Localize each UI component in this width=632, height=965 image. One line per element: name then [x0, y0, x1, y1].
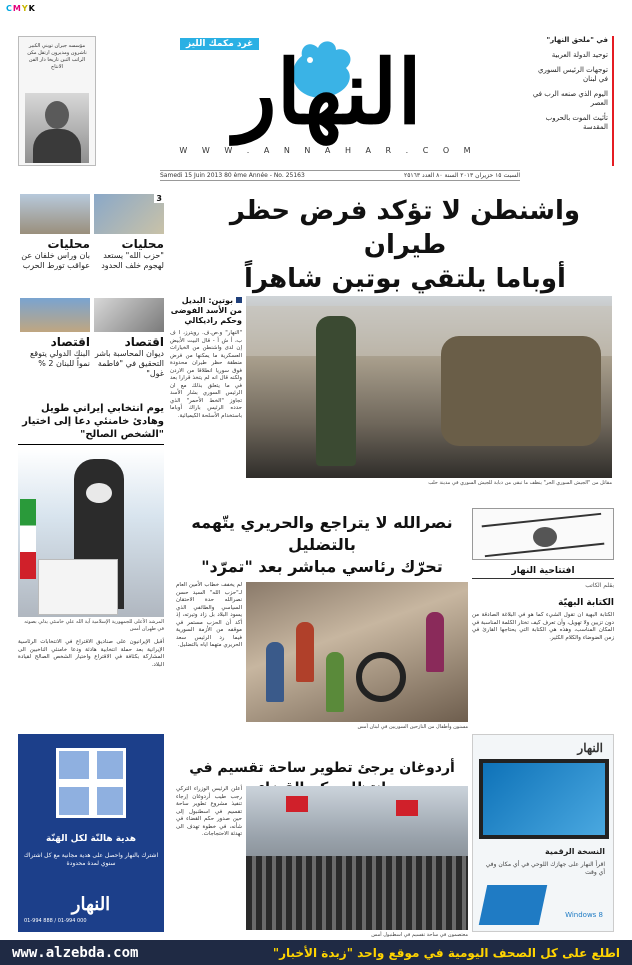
ad-brand: النهار: [577, 741, 603, 755]
column-headline[interactable]: الكتابة البهيّة: [558, 598, 614, 608]
brief-category: محليات: [47, 237, 90, 251]
founder-text: مؤسسه جبران تويني الكبير ناشرون ومدیرون ارتقل مكن الراتب التبن تاريخا دار الفن الانتاج: [27, 43, 87, 70]
cmyk-m: M: [12, 4, 22, 13]
dateline-latin: Samedi 15 Juin 2013 80 ème Année - No. 25163: [160, 172, 305, 179]
nasrallah-line-1: نصرالله لا يتراجع والحريري يتّهمه بالتضليل: [191, 513, 453, 554]
column-author: بقلم الكاتب: [585, 582, 614, 589]
ad-title: هدية هالنّة لكل الهَنّة: [46, 834, 136, 844]
gift-box-icon: [56, 748, 126, 818]
taksim-photo: [246, 786, 468, 930]
column-body: الكتابة البهية ان تقول الشيء كما هو في البلاغة الصادقة من دون تزيين ولا تهويل، وأن تعرف كيف تختار الكلمة المناسبة في المكان المناسب، وهذه هي الكتابة التي يحتاجها القارئ في زمن الضوضاء والكلام الكثير.: [472, 612, 614, 641]
windows-logo: Windows 8: [565, 911, 603, 919]
ad-title: النسخة الرقمية: [545, 847, 605, 856]
brief-category: اقتصاد: [50, 335, 90, 349]
cmyk-marks: [6, 4, 36, 13]
main-photo: [246, 296, 612, 478]
headline-line-2: أوباما يلتقي بوتين شاهراً: [244, 264, 566, 294]
iran-body: أقبل الإيرانيون على صناديق الاقتراع في الانتخابات الرئاسية الإيرانية بعد حملة انتخابية هادئة ودعا خامنئي الناخبين الى المشاركة بكثافة في الاقتراع واختيار الشخص الصالح لقيادة البلاد.: [18, 639, 164, 668]
brief-text: "حزب الله" يستعد لهجوم خلف الحدود: [101, 251, 164, 270]
brief-photo: [94, 298, 164, 332]
headline-line-1: واشنطن لا تؤكد فرض حظر طيران: [229, 196, 581, 260]
masthead: [18, 36, 614, 166]
brief-category: اقتصاد: [124, 335, 164, 349]
website-url: W W W . A N N A H A R . C O M: [179, 146, 477, 155]
dateline: [160, 170, 520, 181]
logo-box: [128, 36, 528, 166]
erdogan-headline[interactable]: أردوغان يرجئ تطوير ساحة تقسيم في: [189, 760, 455, 776]
ad-phone: 01-994 888 / 01-994 000: [24, 918, 87, 924]
footer-banner[interactable]: [0, 940, 632, 965]
iran-story[interactable]: [18, 402, 164, 669]
nasrallah-line-2: تحرّك رئاسي مباشر بعد "تمرّد": [201, 557, 443, 576]
column-title: افتتاحية النهار: [472, 566, 614, 579]
supplement-teasers: [532, 36, 614, 166]
tablet-icon: [479, 885, 548, 925]
brief-text: ديوان المحاسبة باشر التحقيق في "فاطمة غول": [94, 349, 164, 378]
footer-site-link[interactable]: www.alzebda.com: [12, 944, 139, 961]
refugees-caption: مسنون وأطفال من النازحين السوريين في لبنان أمس: [357, 724, 468, 730]
digital-edition-ad[interactable]: [472, 734, 614, 932]
erdogan-body: أعلن الرئيس الوزراء التركي رجب طيب أردوغان إرجاء تنفيذ مشروع تطوير ساحة تقسيم في اسطنبول إلى حين صدور حكم القضاء في شأنه، في خطوة تهدف الى تهدئة الاحتجاجات.: [176, 786, 242, 837]
brief-photo: [20, 298, 90, 332]
brief-local-2[interactable]: [20, 194, 90, 271]
newspaper-logo: النهار: [234, 40, 422, 144]
cmyk-c: C: [6, 4, 13, 13]
slogan: غرد مكمك الليز: [180, 38, 259, 50]
footer-promo: اطلع على كل الصحف اليومية في موقع واحد "زبدة الأخبار": [272, 945, 620, 960]
iran-caption: المرشد الأعلى للجمهورية الإسلامية آية الله علي خامنئي يدلي بصوته في طهران أمس: [24, 619, 164, 632]
ad-text: اقرأ النهار على جهازك اللوحي في أي مكان وفي أي وقت: [485, 861, 605, 876]
brief-local-1[interactable]: [94, 194, 164, 271]
brief-economy-2[interactable]: [20, 298, 90, 369]
brief-category: محليات: [121, 237, 164, 251]
bullet-square-icon: [236, 297, 242, 303]
teaser-item[interactable]: توجهات الرئيس السوري في لبنان: [537, 66, 608, 83]
iran-headline: يوم انتخابي إيراني طويل وهادئ خامنئي دعا إلى اختيار "الشخص الصالح": [18, 402, 164, 445]
brief-photo: [20, 194, 90, 234]
brief-text: البنك الدولي يتوقع نمواً للبنان 2 %: [30, 349, 90, 368]
brief-economy-1[interactable]: [94, 298, 164, 379]
teaser-item[interactable]: اليوم الذي صنعه الرب في العصر: [532, 90, 608, 107]
iran-photo: [18, 449, 164, 617]
dateline-arabic: السبت ١٥ حزيران ٢٠١٣ السنة ٨٠ العدد ٢٥١٦٣: [403, 172, 520, 179]
cmyk-y: Y: [21, 4, 29, 13]
page-number: 3: [156, 194, 162, 203]
side-story[interactable]: [170, 296, 242, 420]
brief-text: بان وراس خلفان عن عواقب تورط الحرب: [21, 251, 90, 270]
refugees-photo: [246, 582, 468, 722]
brief-photo: [94, 194, 164, 234]
founder-portrait: [25, 93, 89, 163]
ad-text: اشترك بالنهار واحصل على هدية مجانية مع كل اشتراك سنوي لمدة محدودة: [23, 852, 159, 867]
subscription-ad[interactable]: [18, 734, 164, 932]
taksim-caption: معتصمون في ساحة تقسيم في اسطنبول أمس: [371, 932, 468, 938]
side-story-body: "النهار" و.ص.ف. رويترز، ا ف ب، أ ش أ - قال البيت الأبيض إن لدى واشنطن من الخيارات العسكرية ما يمكنها من فرض منطقة حظر طيران محدودة فوق سوريا انطلاقا من الاردن ولكنه قال انه لم يتخذ قرارا بعد في ما يتعلق بذلك مع ان الرئيس السوري بشار الأسد تجاوز "الخط الأحمر" الذي حدده الرئيس باراك أوباما باستخدام الأسلحة الكيميائية.: [170, 330, 242, 419]
ad-brand: النهار: [71, 894, 111, 915]
teaser-item[interactable]: توحيد الدولة العربية: [551, 51, 608, 59]
teaser-item[interactable]: تأثيث الموت بالحروب المقدسة: [545, 114, 608, 131]
editorial-cartoon: [472, 508, 614, 560]
nasrallah-body: لم يخفف خطاب الأمين العام لـ"حزب الله" السيد حسن نصرالله حدة الاحتقان السياسي والطائفي الذي يسود البلاد بل زاد وتيرته، إذ أكد أن الحزب مستمر في موقفه من الأزمة السورية فيما رد الرئيس سعد الحريري متهما اياه بالتضليل.: [176, 582, 242, 648]
teaser-item[interactable]: في "ملحق النهار": [546, 36, 608, 44]
side-story-headline: بوتين: البديل من الأسد الفوضى وحكم راديكالي: [170, 296, 242, 325]
founder-box: [18, 36, 96, 166]
main-photo-caption: مقاتل من "الجيش السوري الحر" ينظف ما تبقى من دبابة للجيش السوري في مدينة حلب: [428, 480, 612, 486]
cmyk-k: K: [28, 4, 36, 13]
tablet-screen-icon: [479, 759, 609, 839]
